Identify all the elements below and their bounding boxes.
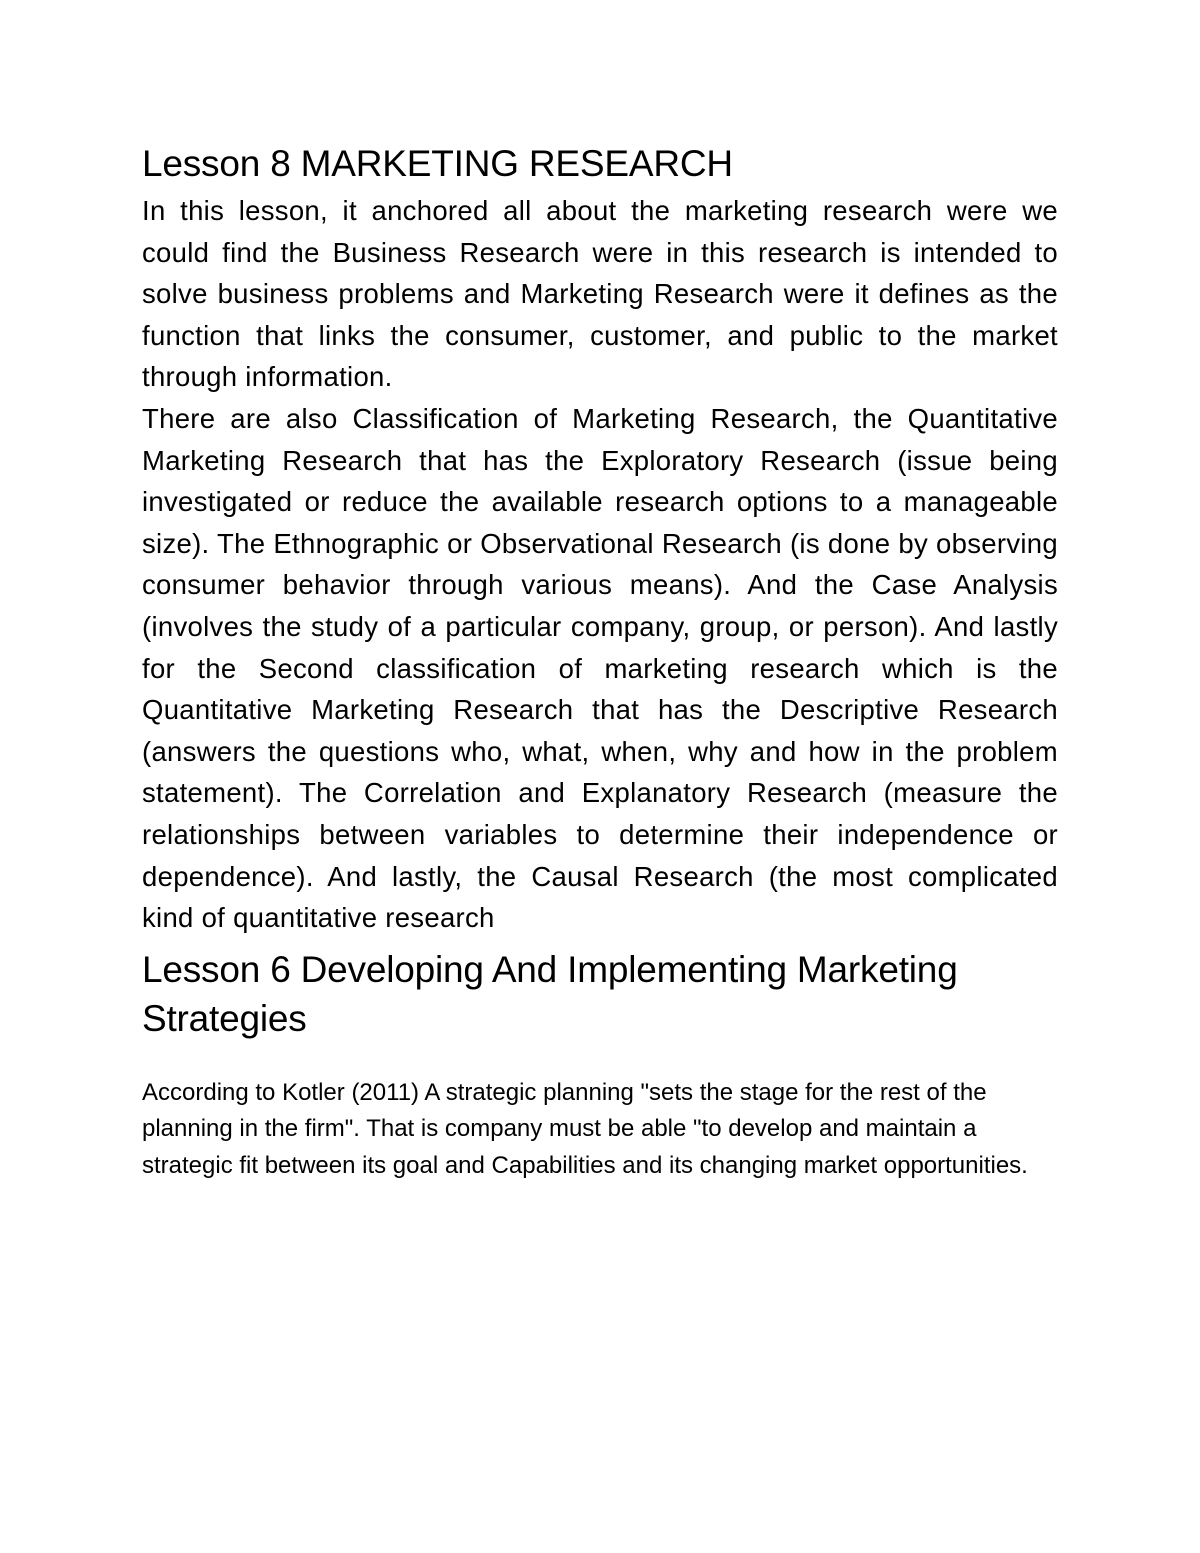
lesson-8-paragraph-2: There are also Classification of Marketing Research, the Quantitative Marketing Research that has the Exploratory Research (issue being investigated or reduce the available research options to a manageable size). The Ethnographic or Observational Research (is done by observing consumer behavior through various means). And the Case Analysis (involves the study of a particular company, group, or person). And lastly for the Second classification of marketing research which is the Quantitative Marketing Research that has the Descriptive Research (answers the questions who, what, when, why and how in the problem statement). The Correlation and Explanatory Research (measure the relationships between variables to determine their independence or dependence). And lastly, the Causal Research (the most complicated kind of quantitative research	[142, 402, 1058, 934]
lesson-6-paragraph-1: According to Kotler (2011) A strategic planning "sets the stage for the rest of the planning in the firm". That is company must be able "to develop and maintain a strategic fit between its goal and Capabilities and its changing market opportunities.	[142, 1078, 1028, 1179]
lesson-8-paragraph-1: In this lesson, it anchored all about the marketing research were we could find the Business Research were in this research is intended to solve business problems and Marketing Research were it defines as the function that links the consumer, customer, and public to the market through information.	[142, 195, 1058, 393]
lesson-8-title: Lesson 8 MARKETING RESEARCH	[142, 143, 733, 184]
document-content	[142, 140, 1058, 1184]
lesson-6-title: Lesson 6 Developing And Implementing Marketing Strategies	[142, 948, 958, 1039]
